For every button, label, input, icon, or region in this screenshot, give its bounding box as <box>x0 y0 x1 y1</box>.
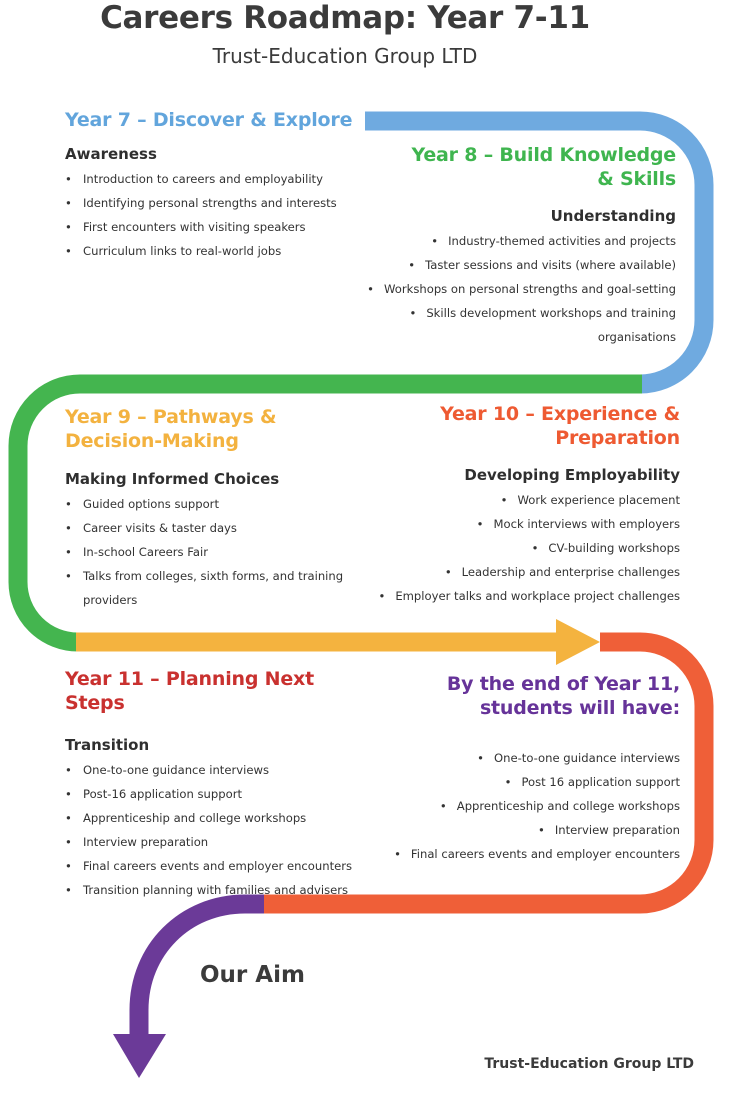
stage-title-line2: Decision-Making <box>65 430 239 452</box>
list-item: • Talks from colleges, sixth forms, and training providers <box>65 564 355 612</box>
page-title: Careers Roadmap: Year 7-11 <box>100 0 590 36</box>
list-item: • Post 16 application support <box>370 770 680 794</box>
list-item: • Apprenticeship and college workshops <box>65 806 375 830</box>
list-item: • Work experience placement <box>370 488 680 512</box>
stage-subtitle: Awareness <box>65 145 157 163</box>
stage-subtitle: Understanding <box>550 207 676 225</box>
list-item: • Workshops on personal strengths and goal-setting <box>340 277 676 301</box>
stage-outcome <box>370 672 680 866</box>
list-item: • Career visits & taster days <box>65 516 355 540</box>
list-item: • Guided options support <box>65 492 355 516</box>
stage-list <box>370 488 680 608</box>
list-item: • Transition planning with families and advisers <box>65 878 375 902</box>
stage-list <box>370 746 680 866</box>
stage-list <box>65 167 365 263</box>
list-item-continuation: organisations <box>597 330 676 344</box>
list-item: • Introduction to careers and employability <box>65 167 365 191</box>
stage-title-line2: Preparation <box>555 427 680 449</box>
stage-year10 <box>370 402 680 608</box>
list-item: • Apprenticeship and college workshops <box>370 794 680 818</box>
stage-year11 <box>65 667 375 902</box>
stage-year7 <box>65 108 365 263</box>
list-item: • Taster sessions and visits (where available) <box>340 253 676 277</box>
our-aim-label: Our Aim <box>200 962 305 988</box>
footer-brand: Trust-Education Group LTD <box>484 1056 694 1072</box>
stage-year9 <box>65 405 355 612</box>
list-item: • Final careers events and employer encounters <box>65 854 375 878</box>
list-item: • Final careers events and employer encounters <box>370 842 680 866</box>
stage-year8 <box>340 143 676 349</box>
stage-title-line1: Year 8 – Build Knowledge <box>411 144 676 166</box>
stage-list <box>340 229 676 349</box>
outcome-title-line2: students will have: <box>479 697 680 719</box>
outcome-title-line1: By the end of Year 11, <box>446 673 680 695</box>
stage-title: Year 7 – Discover & Explore <box>65 109 353 131</box>
stage-list <box>65 758 375 902</box>
list-item: • Skills development workshops and training <box>340 301 676 325</box>
stage-title-line1: Year 10 – Experience & <box>440 403 680 425</box>
stage-subtitle: Transition <box>65 736 150 754</box>
page-subtitle: Trust-Education Group LTD <box>212 44 478 68</box>
list-item: • CV-building workshops <box>370 536 680 560</box>
list-item: • Industry-themed activities and projects <box>340 229 676 253</box>
list-item: • Interview preparation <box>65 830 375 854</box>
list-item: • Leadership and enterprise challenges <box>370 560 680 584</box>
list-item: • One-to-one guidance interviews <box>370 746 680 770</box>
list-item: • Mock interviews with employers <box>370 512 680 536</box>
arrow-down-icon <box>113 1034 166 1078</box>
stage-title-line1: Year 9 – Pathways & <box>65 406 277 428</box>
stage-subtitle: Developing Employability <box>464 466 680 484</box>
list-item: • Identifying personal strengths and interests <box>65 191 365 215</box>
stage-subtitle: Making Informed Choices <box>65 470 280 488</box>
stage-title: Year 11 – Planning Next Steps <box>65 668 314 714</box>
list-item: • Interview preparation <box>370 818 680 842</box>
list-item: • Employer talks and workplace project challenges <box>370 584 680 608</box>
list-item: • In-school Careers Fair <box>65 540 355 564</box>
list-item: • Curriculum links to real-world jobs <box>65 239 365 263</box>
list-item: • One-to-one guidance interviews <box>65 758 375 782</box>
list-item: • Post-16 application support <box>65 782 375 806</box>
stage-title-line2: & Skills <box>597 168 676 190</box>
list-item: • First encounters with visiting speakers <box>65 215 365 239</box>
arrow-right-icon <box>556 619 600 665</box>
stage-list <box>65 492 355 612</box>
